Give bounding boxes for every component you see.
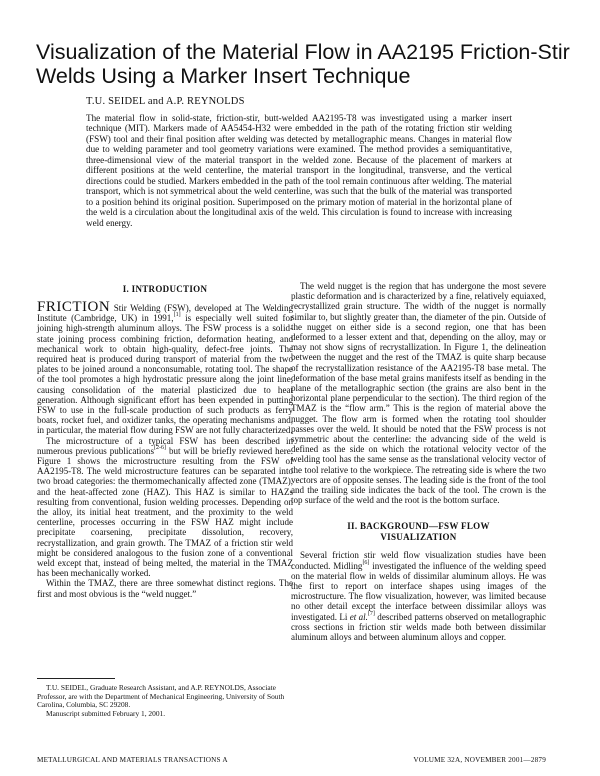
section-heading-introduction: I. INTRODUCTION — [122, 284, 208, 294]
paper-abstract: The material flow in solid-state, friction-stir, butt-welded AA2195-T8 was investigated using a marker insert technique (MIT). Markers made of AA5454-H32 were embedded in the path of the rotating friction stir welding (FSW) tool and their final position after welding was detected by metallographic means. Changes in material flow due to welding parameter and tool geometry variations were examined. The method provides a semiquantitative, three-dimensional view of the material transport in the welded zone. Because of the placement of markers at different positions at the weld centerline, the material transport in the longitudinal, transverse, and the vertical directions could be studied. Markers embedded in the path of the tool remain continuous after welding. The material transport, which is not symmetrical about the weld centerline, was such that the bulk of the material was transported to a position behind its original position. Superimposed on the primary motion of material in the horizontal plane of the weld is a circulation about the longitudinal axis of the weld. This circulation is found to increase with increasing weld energy. — [86, 113, 512, 228]
author-footnote — [37, 684, 293, 718]
citation-ref: [7] — [367, 610, 375, 617]
citation-ref: [2-6] — [153, 444, 166, 451]
footnote-divider — [37, 678, 115, 679]
intro-paragraph-1: FRICTION Stir Welding (FSW), developed at The Welding Institute (Cambridge, UK) in 1991,[1] is especially well suited for joining high-strength aluminum alloys. The FSW process is a solid-state joining process combining friction, deformation heating, and mechanical work to obtain high-quality, defect-free joints. The required heat is produced during transport of material from the two plates to be joined around a nonconsumable, rotating tool. The shape of the tool promotes a high hydrostatic pressure along the joint line, causing consolidation of the material plasticized due to heat generation. Although significant effort has been expended in putting FSW to use in the full-scale production of such products as ferry boats, rocket fuel, and oxidizer tanks, the operating mechanisms and, in particular, the material flow during FSW are not fully characterized. — [37, 299, 293, 436]
paper-title: Visualization of the Material Flow in AA2195 Friction-Stir Welds Using a Marker Insert Technique — [36, 40, 570, 88]
paper-authors: T.U. SEIDEL and A.P. REYNOLDS — [86, 96, 245, 107]
intro-paragraph-4: The weld nugget is the region that has undergone the most severe plastic deformation and is characterized by a fine, relatively equiaxed, recrystallized grain structure. The width of the nugget is normally similar to, but slightly greater than, the diameter of the pin. Outside of the nugget on either side is a second region, one that has been deformed to a lesser extent and that, depending on the alloy, may or may not show signs of recrystallization. In Figure 1, the delineation between the nugget and the rest of the TMAZ is quite sharp because of the recrystallization resistance of the AA2195-T8 base metal. The deformation of the base metal grains manifests itself as bending in the plane of the metallographic section (the grains are also bent in the horizontal plane perpendicular to the section). The third region of the TMAZ is the “flow arm.” This is the region of material above the nugget. The flow arm is formed when the rotating tool shoulder passes over the weld. It should be noted that the FSW process is not symmetric about the centerline: the advancing side of the weld is defined as the side on which the rotational velocity vector of the welding tool has the same sense as the translational velocity vector of the tool relative to the workpiece. The retreating side is where the two vectors are of opposite senses. The leading side is the front of the tool and the trailing side indicates the back of the tool. The crown is the top surface of the weld and the root is the bottom surface. — [291, 281, 546, 506]
citation-ref: [6] — [362, 559, 370, 566]
right-column — [291, 281, 546, 642]
background-paragraph-1: Several friction stir weld flow visualization studies have been conducted. Midling[6] investigated the influence of the welding speed on the material flow in welds of dissimilar aluminum alloys. He was the first to report on interface shapes using images of the microstructure. The flow visualization, however, was limited because no other detail except the interface between dissimilar alloys was investigated. Li et al.[7] described patterns observed on metallographic cross sections in friction stir welds made both between dissimilar aluminum alloys and between aluminum alloys and copper. — [291, 550, 547, 643]
intro-dropcap-word: FRICTION — [37, 299, 111, 315]
left-column — [37, 282, 293, 599]
intro-paragraph-3: Within the TMAZ, there are three somewhat distinct regions. The first and most obvious is the “weld nugget.” — [37, 578, 293, 599]
footnote-affiliation: T.U. SEIDEL, Graduate Research Assistant, and A.P. REYNOLDS, Associate Professor, are with the Department of Mechanical Engineering, University of South Carolina, Columbia, SC 29208. — [37, 683, 285, 710]
citation-ref: [1] — [173, 312, 181, 319]
footer-volume-page: VOLUME 32A, NOVEMBER 2001—2879 — [413, 756, 546, 764]
footnote-submission: Manuscript submitted February 1, 2001. — [46, 708, 166, 718]
intro-paragraph-2: The microstructure of a typical FSW has been described in numerous previous publications[2-6] but will be briefly reviewed here. Figure 1 shows the microstructure resulting from the FSW of AA2195-T8. The weld microstructure features can be separated into two broad categories: the thermomechanically affected zone (TMAZ), and the heat-affected zone (HAZ). This HAZ is similar to HAZs resulting from conventional, fusion welding processes. Depending on the alloy, its initial heat treatment, and the proximity to the weld centerline, processes occurring in the FSW HAZ might include precipitate coarsening, precipitate dissolution, recovery, recrystallization, and grain growth. The TMAZ of a friction stir weld might be considered analogous to the fusion zone of a conventional weld except that, instead of being melted, the material in the TMAZ has been mechanically worked. — [37, 435, 293, 579]
footer-journal-name: METALLURGICAL AND MATERIALS TRANSACTIONS A — [37, 756, 228, 764]
section-heading-background: II. BACKGROUND—FSW FLOW VISUALIZATION — [347, 521, 490, 543]
